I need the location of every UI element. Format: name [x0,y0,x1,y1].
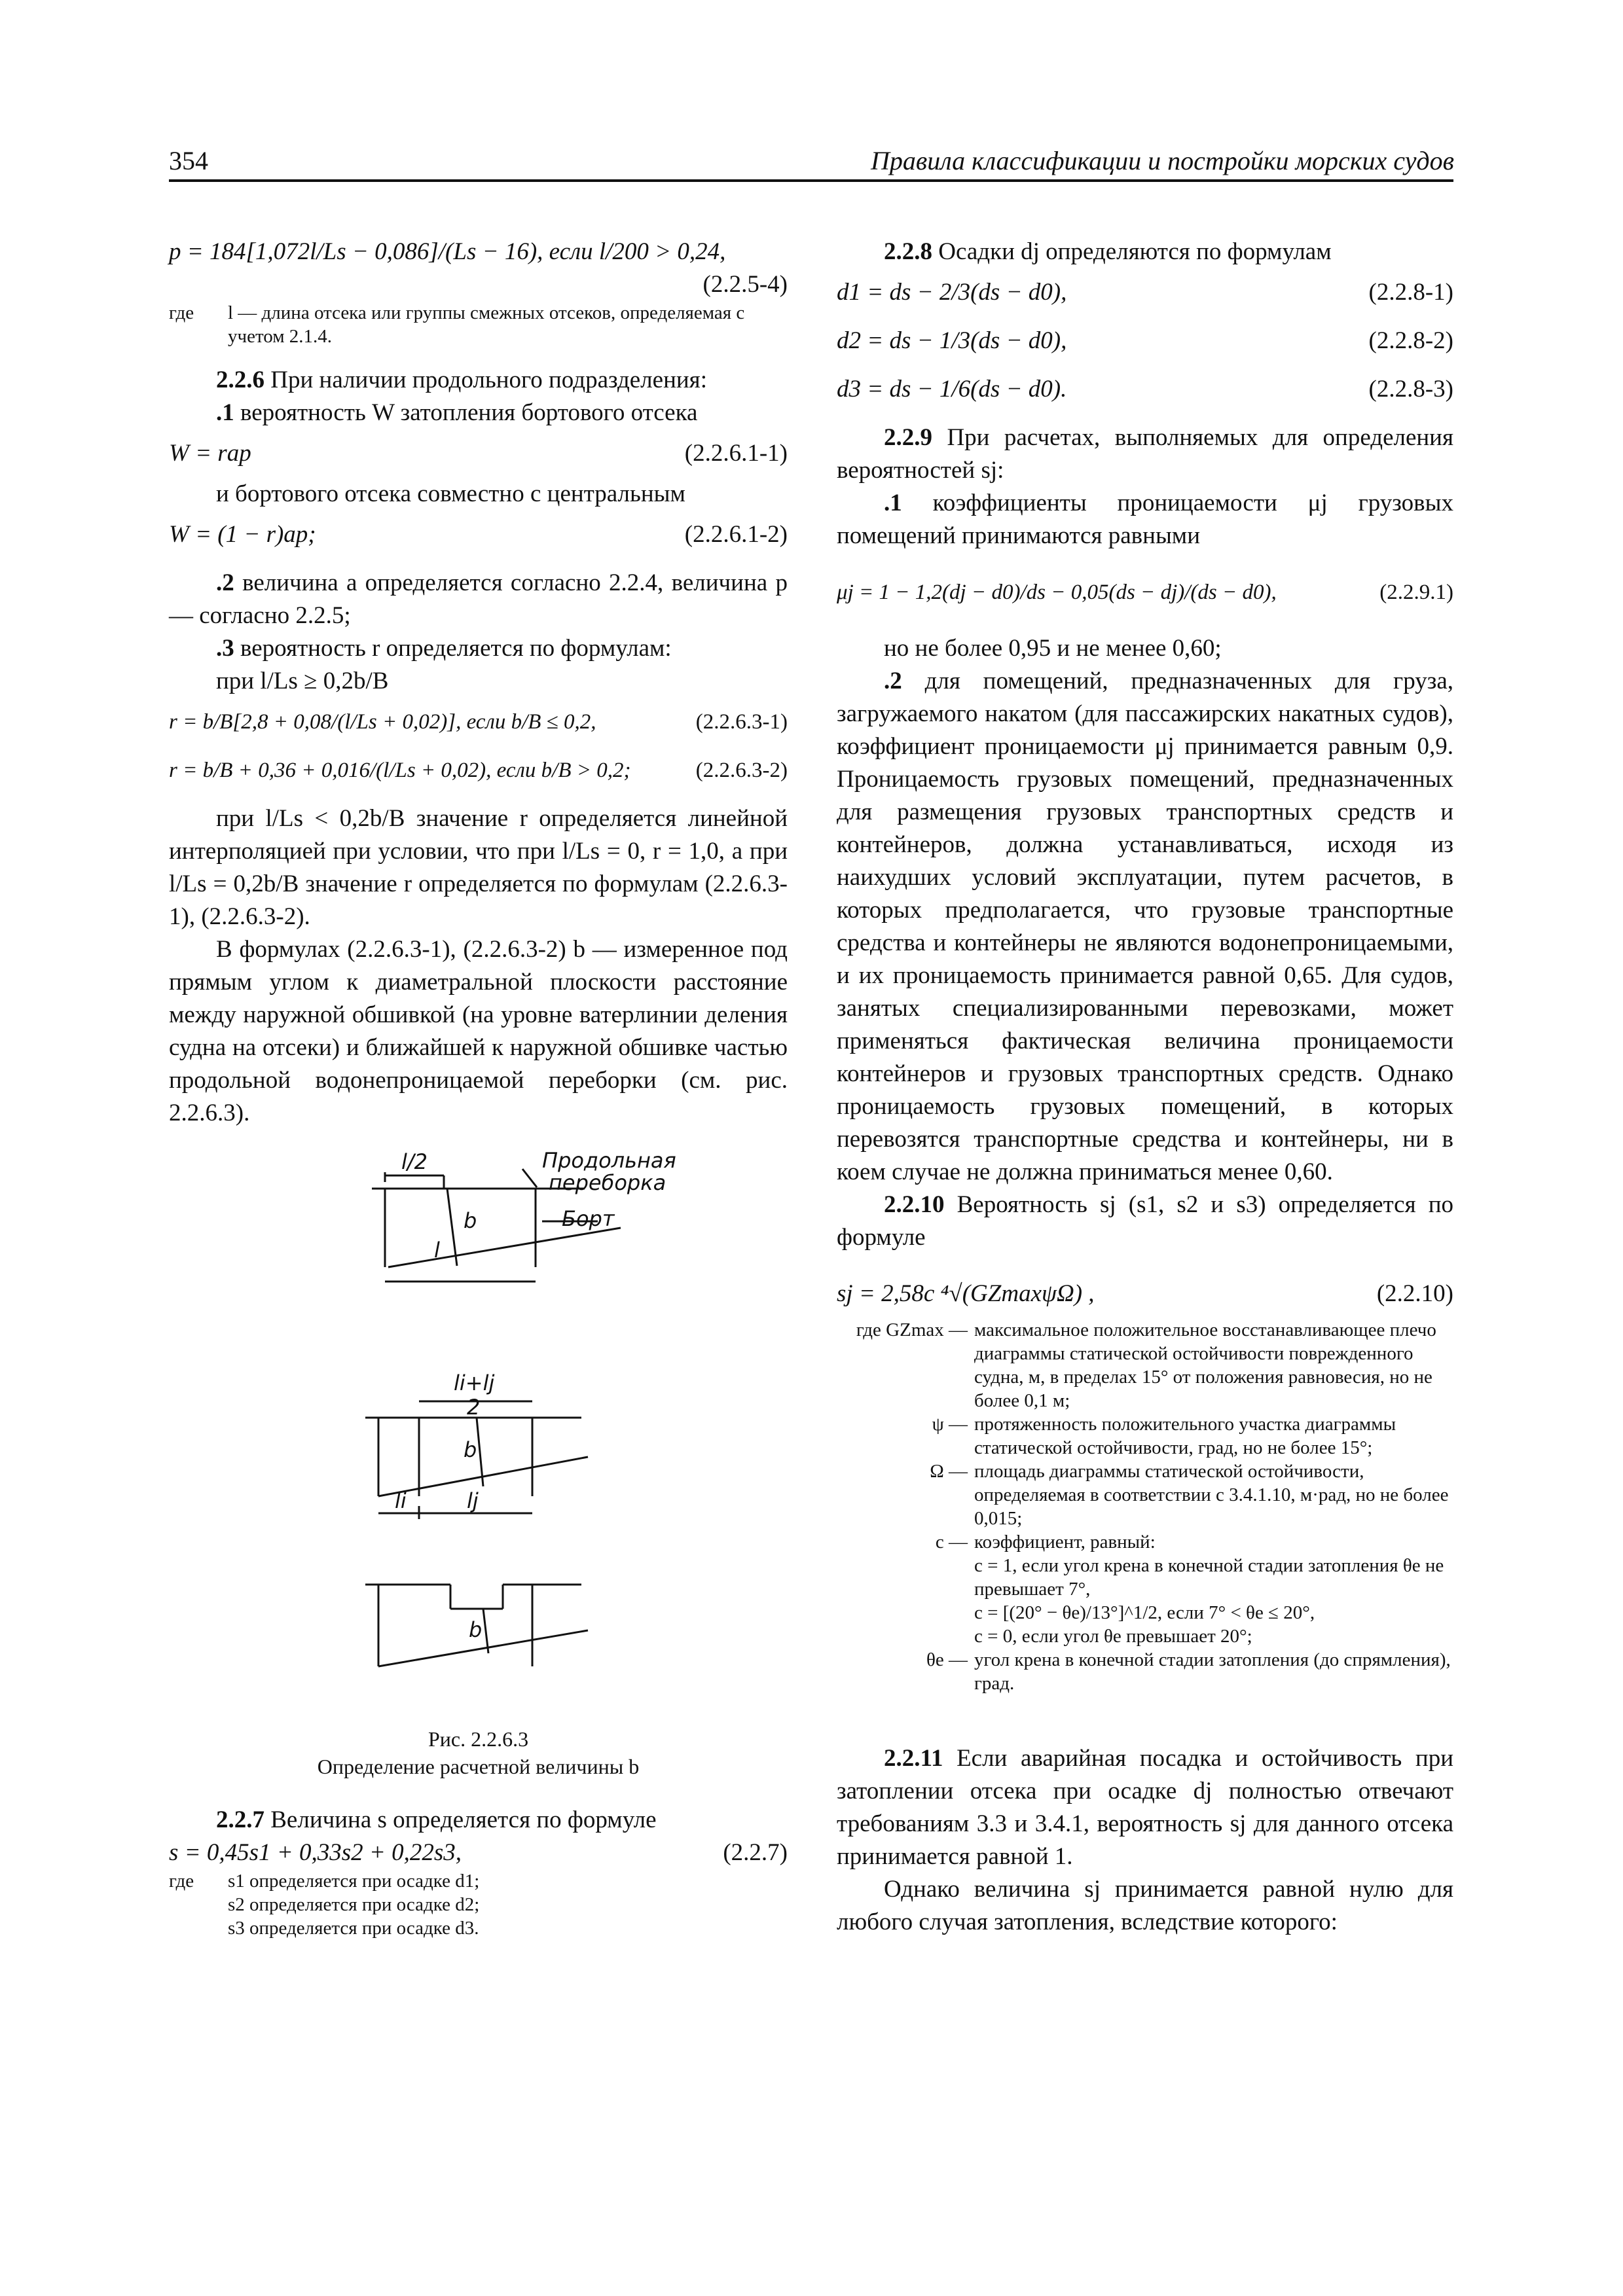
label-bulkhead: Продольная [542,1148,676,1173]
equation-2-2-7: s = 0,45s1 + 0,33s2 + 0,22s3, (2.2.7) [169,1839,788,1866]
right-column [837,236,1453,1939]
label-li: li [395,1488,407,1513]
equation-2-2-6-1-2: W = (1 − r)ap; (2.2.6.1-2) [169,521,788,548]
header-rule [169,179,1453,182]
definition-item: θe — угол крена в конечной стадии затопления (до спрямления), град. [926,1649,1451,1694]
definition-item: c — коэффициент, равный: [935,1532,1156,1552]
item-2-2-6-1: .1 вероятность W затопления бортового отсека [216,399,698,426]
section-2-2-7: 2.2.7 Величина s определяется по формуле [216,1806,657,1833]
section-2-2-11: 2.2.11 Если аварийная посадка и остойчивость при затоплении отсека при осадке dj полностью отвечают требованиям 3.3 и 3.4.1, вероятность sj для данного отсека принимается равной 1. [837,1745,1453,1870]
equation-2-2-5-4: p = 184[1,072l/Ls − 0,086]/(Ls − 16), если l/200 > 0,24, [169,238,726,265]
section-2-2-8: 2.2.8 Осадки dj определяются по формулам [884,238,1332,265]
label-b-2: b [464,1437,477,1462]
definition-item: Ω — площадь диаграммы статической остойчивости, определяемая в соответствии с 3.4.1.10, м·рад, но не более 0,015; [930,1461,1449,1529]
figure-2-2-6-3 [169,1130,788,1725]
item-2-2-6-3: .3 вероятность r определяется по формулам: [216,635,672,662]
equation-2-2-10: sj = 2,58c ⁴√(GZmaxψΩ) , (2.2.10) [837,1280,1453,1307]
where-clause: где l — длина отсека или группы смежных отсеков, определяемая с учетом 2.1.4. [169,302,745,347]
where-clause-2-2-7: где s1 определяется при осадке d1; s2 определяется при осадке d2; s3 определяется при осадке d3. [169,1871,480,1939]
label-side: Борт [562,1206,615,1231]
label-bulkhead-2: переборка [549,1170,666,1195]
definitions-list [837,1318,1453,1695]
equation-2-2-6-1-1: W = rap (2.2.6.1-1) [169,440,788,467]
section-2-2-10: 2.2.10 Вероятность sj (s1, s2 и s3) определяется по формуле [837,1191,1454,1251]
equation-number: (2.2.5-4) [702,271,788,298]
section-2-2-6: 2.2.6 При наличии продольного подразделения: [216,367,707,393]
condition: при l/Ls ≥ 0,2b/B [216,668,389,694]
label-b-3: b [469,1617,483,1642]
item-2-2-6-2: .2 величина a определяется согласно 2.2.4, величина p — согласно 2.2.5; [169,569,788,629]
equation-2-2-8-1: d1 = ds − 2/3(ds − d0), (2.2.8-1) [837,279,1453,306]
figure-drawing [169,1130,788,1725]
definition-item: c = 0, если угол θe превышает 20°; [974,1626,1252,1647]
item-2-2-9-1: .1 коэффициенты проницаемости μj грузовых помещений принимаются равными [837,490,1453,549]
item-2-2-9-2: .2 для помещений, предназначенных для груза, загружаемого накатом (для пассажирских накатных судов), коэффициент проницаемости μj принимается равным 0,9. Проницаемость грузовых помещений, предназначенных для размещения грузовых транспортных средств и контейнеров, должна устанавливаться, исходя из наихудших условий эксплуатации, путем расчетов, в которых предполагается, что грузовые транспортные средства и контейнеры не являются водонепроницаемыми, и их проницаемость принимается равной 0,65. Для судов, занятых специализированными перевозками, может применяться фактическая величина проницаемости контейнеров и грузовых транспортных средств. Однако проницаемость грузовых помещений, в которых перевозятся транспортные средства и контейнеры, ни в коем случае не должна приниматься менее 0,60. [837,668,1453,1185]
label-l-half: l/2 [401,1149,428,1174]
label-b: b [464,1208,477,1233]
paragraph: но не более 0,95 и не менее 0,60; [884,635,1222,662]
definition-item: ψ — протяженность положительного участка диаграммы статической остойчивости, град, но не более 15°; [932,1414,1396,1458]
section-2-2-9: 2.2.9 При расчетах, выполняемых для определения вероятностей sj: [837,424,1454,484]
equation-2-2-8-3: d3 = ds − 1/6(ds − d0). (2.2.8-3) [837,376,1453,403]
definition-item: c = 1, если угол крена в конечной стадии затопления θe не превышает 7°, [974,1555,1444,1600]
definition-item: c = [(20° − θe)/13°]^1/2, если 7° < θe ≤ 20°, [974,1602,1315,1623]
equation-2-2-6-3-2: r = b/B + 0,36 + 0,016/(l/Ls + 0,02), если b/B > 0,2; (2.2.6.3-2) [169,759,788,782]
running-header: Правила классификации и постройки морских судов [870,146,1454,175]
figure-caption: Рис. 2.2.6.3 Определение расчетной величины b [317,1727,640,1778]
label-lj: lj [467,1488,479,1513]
page-number: 354 [169,146,208,175]
label-li-lj: li+lj [454,1371,495,1395]
paragraph: Однако величина sj принимается равной нулю для любого случая затопления, вследствие которого: [837,1876,1453,1935]
label-2: 2 [467,1395,481,1420]
paragraph-b-definition: В формулах (2.2.6.3-1), (2.2.6.3-2) b — измеренное под прямым углом к диаметральной плоскости расстояние между наружной обшивкой (на уровне ватерлинии деления судна на отсеки) и ближайшей к наружной обшивке частью продольной водонепроницаемой переборки (см. рис. 2.2.6.3). [169,936,788,1126]
left-column [169,236,788,1940]
label-l: l [434,1238,440,1263]
equation-2-2-8-2: d2 = ds − 1/3(ds − d0), (2.2.8-2) [837,327,1453,354]
paragraph: и бортового отсека совместно с центральным [216,480,685,507]
paragraph-interpolation: при l/Ls < 0,2b/B значение r определяется линейной интерполяцией при условии, что при l/Ls = 0, r = 1,0, а при l/Ls = 0,2b/B значение r определяется по формулам (2.2.6.3-1), (2.2.6.3-2). [169,805,788,930]
equation-2-2-6-3-1: r = b/B[2,8 + 0,08/(l/Ls + 0,02)], если b/B ≤ 0,2, (2.2.6.3-1) [169,710,788,734]
definition-item: где GZmax — максимальное положительное восстанавливающее плечо диаграммы статической остойчивости поврежденного судна, м, в пределах 15° от положения равновесия, но не более 0,1 м; [856,1319,1436,1411]
equation-2-2-9-1: μj = 1 − 1,2(dj − d0)/ds − 0,05(ds − dj)/(ds − d0), (2.2.9.1) [837,581,1453,604]
